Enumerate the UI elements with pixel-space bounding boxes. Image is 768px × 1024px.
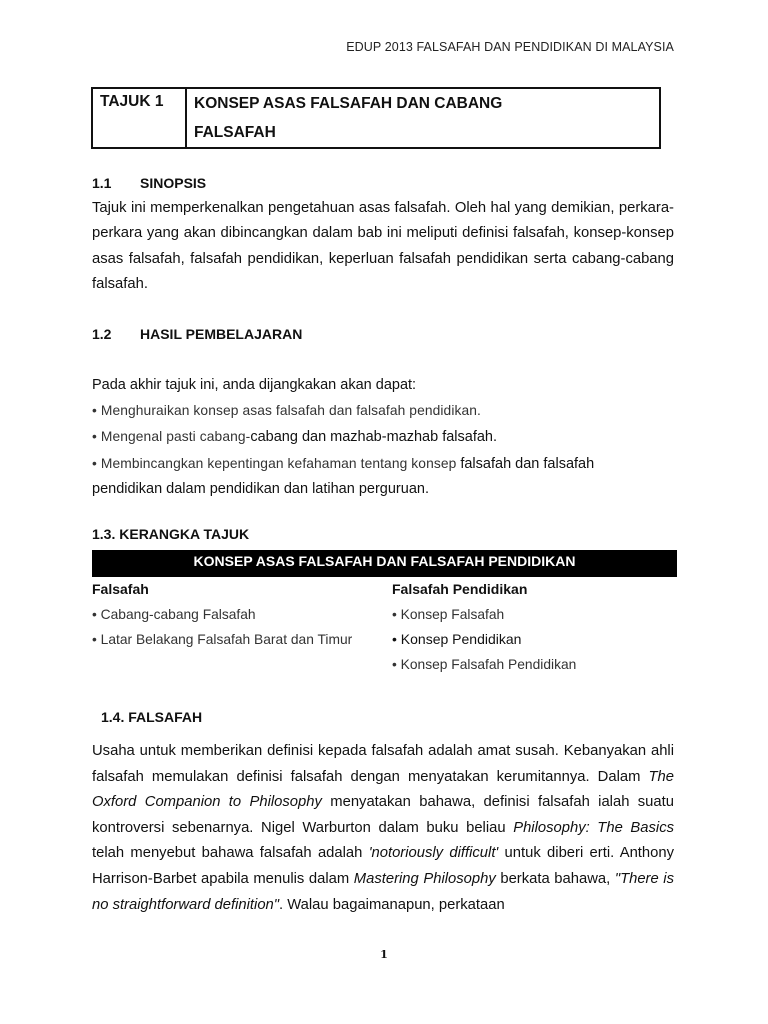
outcomes-heading	[92, 326, 674, 342]
philosophy-book-title: Philosophy: The Basics	[513, 819, 674, 836]
synopsis-number: 1.1	[92, 175, 112, 191]
topic-title-line2: FALSAFAH	[194, 124, 276, 141]
framework-left-item-text: • Cabang-	[92, 607, 154, 622]
philosophy-text-run: . Walau bagaimanapun, perkataan	[279, 896, 505, 913]
running-header: EDUP 2013 FALSAFAH DAN PENDIDIKAN DI MALAYSIA	[346, 40, 674, 54]
philosophy-book-title: The Oxford Companion to Philosophy	[92, 768, 674, 811]
philosophy-text-run: menyatakan bahawa, definisi falsafah ialah suatu kontroversi sebenarnya. Nigel Warburton dalam buku beliau	[92, 794, 674, 836]
framework-right-item: • Konsep Pendidikan	[392, 631, 522, 647]
topic-tag: TAJUK 1	[93, 89, 187, 147]
synopsis-heading	[92, 175, 674, 191]
philosophy-text-run: untuk diberi erti. Anthony Harrison-Barbet apabila menulis dalam	[92, 845, 674, 887]
topic-title	[187, 89, 659, 147]
framework-left-item: • Latar Belakang Falsafah Barat dan Timur	[92, 632, 353, 647]
philosophy-text	[92, 739, 674, 918]
topic-title-box	[91, 87, 661, 149]
outcomes-title: HASIL PEMBELAJARAN	[140, 326, 303, 342]
outcomes-intro: Pada akhir tajuk ini, anda dijangkakan akan dapat:	[92, 377, 417, 393]
framework-left-column	[92, 577, 352, 652]
philosophy-quote: 'notoriously difficult'	[368, 845, 499, 862]
framework-left-item	[92, 602, 352, 627]
philosophy-text-run: Usaha untuk memberikan definisi kepada falsafah adalah amat susah. Kebanyakan ahli falsafah memulakan definisi falsafah dengan menyatakan kerumitannya. Dalam	[92, 743, 674, 785]
philosophy-text-run: telah menyebut bahawa falsafah adalah	[92, 845, 369, 862]
philosophy-book-title: Mastering Philosophy	[353, 870, 496, 887]
outcome-item	[92, 398, 674, 424]
outcome-item-text: falsafah dan falsafah	[460, 455, 595, 472]
outcomes-list	[92, 373, 674, 502]
outcome-item-text: • Mengenal pasti cabang-	[92, 429, 251, 445]
framework-left-heading: Falsafah	[92, 581, 149, 597]
outcome-item-continuation: pendidikan dalam pendidikan dan latihan perguruan.	[92, 480, 429, 497]
framework-left-item-text: cabang Falsafah	[153, 607, 256, 622]
outcome-item	[92, 424, 674, 450]
framework-right-column	[392, 577, 576, 677]
outcome-item-text: cabang dan mazhab-mazhab falsafah.	[250, 429, 498, 446]
philosophy-heading: 1.4. FALSAFAH	[101, 709, 203, 725]
outcome-item	[92, 451, 674, 477]
synopsis-text: Tajuk ini memperkenalkan pengetahuan asas falsafah. Oleh hal yang demikian, perkara-perkara yang akan dibincangkan dalam bab ini meliputi definisi falsafah, konsep-konsep asas falsafah, falsafah pendidikan, keperluan falsafah pendidikan serta cabang-cabang falsafah.	[92, 200, 674, 293]
page-number: 1	[380, 948, 388, 961]
framework-banner: KONSEP ASAS FALSAFAH DAN FALSAFAH PENDIDIKAN	[92, 550, 677, 577]
framework-heading: 1.3. KERANGKA TAJUK	[92, 526, 250, 542]
philosophy-quote: "There is no straightforward definition"	[92, 870, 674, 913]
topic-title-line1: KONSEP ASAS FALSAFAH DAN CABANG	[194, 95, 503, 112]
framework-right-item: • Konsep Falsafah Pendidikan	[392, 657, 577, 672]
philosophy-text-run: berkata bahawa,	[495, 870, 615, 887]
framework-right-heading: Falsafah Pendidikan	[392, 581, 528, 597]
synopsis-title: SINOPSIS	[140, 175, 207, 191]
outcome-item-text: • Menghuraikan konsep asas falsafah dan falsafah pendidikan.	[92, 403, 481, 419]
outcome-item-text: • Membincangkan kepentingan kefahaman tentang konsep	[92, 455, 461, 471]
framework-right-item: • Konsep Falsafah	[392, 607, 505, 622]
outcomes-number: 1.2	[92, 326, 112, 342]
